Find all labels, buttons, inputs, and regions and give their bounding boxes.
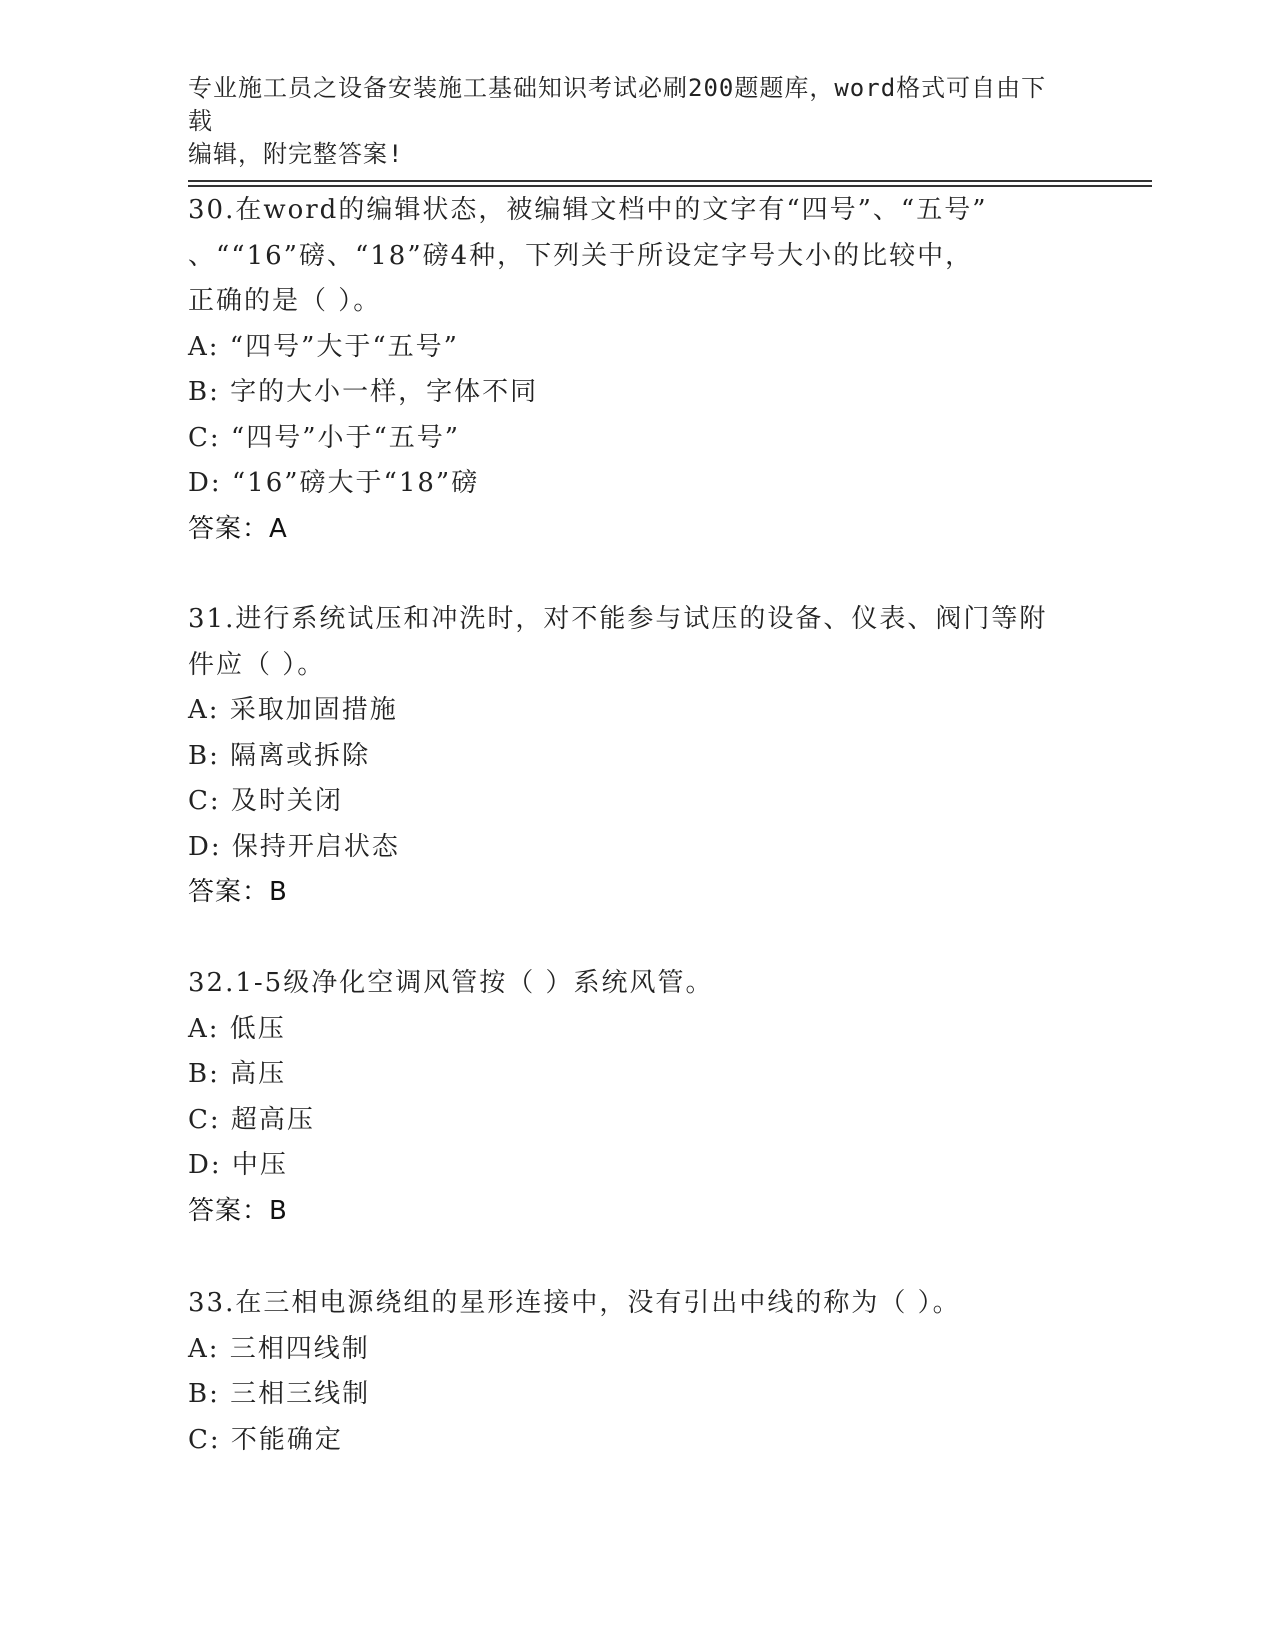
option-b: B: 隔离或拆除 — [188, 740, 371, 771]
option-d: D: 保持开启状态 — [188, 831, 400, 862]
option-a: A: “四号”大于“五号” — [188, 331, 459, 362]
option-b: B: 三相三线制 — [188, 1379, 371, 1409]
header-divider-bottom — [188, 185, 1152, 187]
header-divider-top — [188, 180, 1152, 182]
question-stem-line: 31.进行系统试压和冲洗时，对不能参与试压的设备、仪表、阀门等附 — [188, 604, 1048, 634]
question-stem-line: 30.在word的编辑状态，被编辑文档中的文字有“四号”、“五号” — [188, 195, 988, 225]
header-title-line-2: 编辑，附完整答案! — [188, 140, 404, 168]
option-a: A: 低压 — [188, 1013, 286, 1044]
question-stem-line: 32.1-5级净化空调风管按（ ）系统风管。 — [188, 968, 714, 998]
header-title-line-1: 专业施工员之设备安装施工基础知识考试必刷200题题库，word格式可自由下载 — [188, 74, 1047, 135]
answer-label: 答案：B — [188, 1195, 288, 1226]
question-stem-line: 件应（ ）。 — [188, 649, 326, 680]
answer-label: 答案：A — [188, 513, 288, 544]
option-c: C: “四号”小于“五号” — [188, 422, 461, 453]
document-header — [188, 72, 1068, 171]
option-b: B: 字的大小一样，字体不同 — [188, 377, 539, 407]
option-a: A: 三相四线制 — [188, 1333, 370, 1364]
option-c: C: 超高压 — [188, 1104, 315, 1135]
option-c: C: 及时关闭 — [188, 786, 343, 816]
option-a: A: 采取加固措施 — [188, 695, 398, 725]
question-stem-line: 、““16”磅、“18”磅4种，下列关于所设定字号大小的比较中， — [188, 240, 974, 271]
question-31 — [188, 597, 1088, 916]
question-30 — [188, 188, 1088, 552]
answer-label: 答案：B — [188, 877, 288, 907]
question-32 — [188, 961, 1088, 1234]
option-b: B: 高压 — [188, 1059, 287, 1089]
option-c: C: 不能确定 — [188, 1424, 343, 1455]
option-d: D: 中压 — [188, 1150, 288, 1180]
option-d: D: “16”磅大于“18”磅 — [188, 468, 480, 498]
question-stem-line: 33.在三相电源绕组的星形连接中，没有引出中线的称为（ ）。 — [188, 1288, 961, 1318]
question-stem-line: 正确的是（ ）。 — [188, 286, 382, 316]
question-33 — [188, 1281, 1088, 1463]
